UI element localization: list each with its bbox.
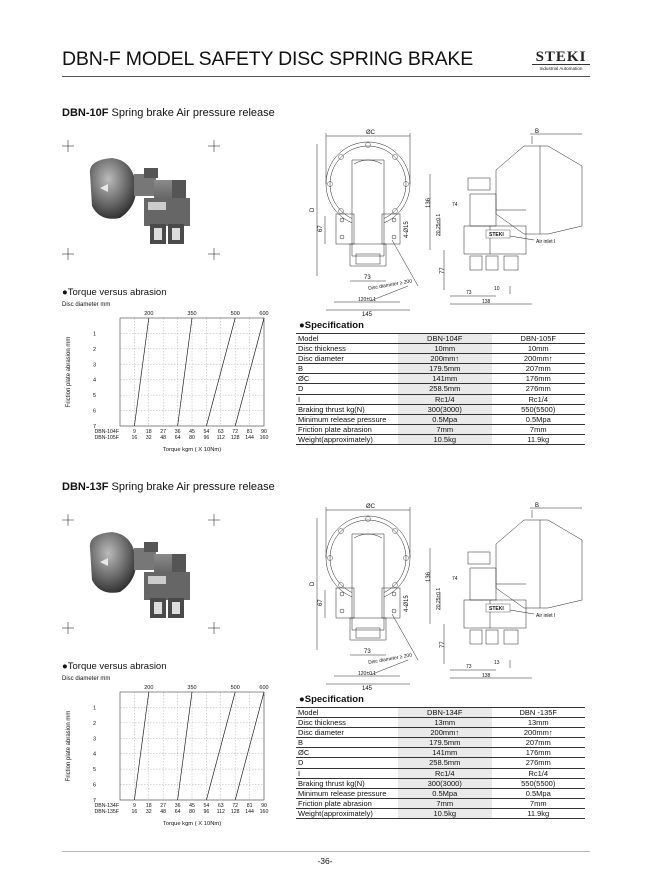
x-tick-label: 36 bbox=[174, 803, 181, 809]
spec-label: Disc diameter bbox=[296, 728, 398, 738]
x-tick-label: 128 bbox=[230, 435, 240, 441]
spec-label: Braking thrust kg(N) bbox=[296, 778, 398, 788]
spec-label: D bbox=[296, 384, 398, 394]
row-label: DBN-134F bbox=[94, 803, 119, 809]
row-label: DBN-104F bbox=[94, 429, 119, 435]
dim-74: 74 bbox=[452, 576, 458, 582]
spec-value: 300(3000) bbox=[398, 404, 492, 414]
dim-145: 145 bbox=[362, 686, 373, 692]
y-axis-label: Friction plate abrasion mm bbox=[66, 336, 72, 408]
spec-value: 207mm bbox=[492, 364, 586, 374]
spec-value: 13mm bbox=[398, 718, 492, 728]
spec-value: 7mm bbox=[398, 424, 492, 434]
brake-photo bbox=[60, 136, 222, 264]
spec-label: Disc thickness bbox=[296, 718, 398, 728]
spec-label: Weight(approximately) bbox=[296, 434, 398, 444]
dim-67: 67 bbox=[318, 599, 324, 606]
logo-brand: STEKI bbox=[535, 49, 587, 65]
spec-value: 10.5kg bbox=[398, 434, 492, 444]
dim-d: D bbox=[310, 207, 316, 212]
spec-value: 176mm bbox=[492, 748, 586, 758]
air-inlet-label: Air inlet I bbox=[536, 613, 556, 619]
top-tick-label: 600 bbox=[259, 311, 269, 317]
page-title: DBN-F MODEL SAFETY DISC SPRING BRAKE bbox=[62, 48, 474, 70]
x-axis-label: Torque kgm ( X 10Nm) bbox=[162, 821, 222, 827]
x-tick-label: 160 bbox=[259, 809, 269, 815]
spec-header-row bbox=[296, 708, 585, 718]
spec-value: DBN-105F bbox=[492, 334, 586, 344]
top-tick-label: 350 bbox=[187, 311, 197, 317]
spec-label: ØC bbox=[296, 374, 398, 384]
x-tick-label: 27 bbox=[160, 429, 167, 435]
section-subtitle: Spring brake Air pressure release bbox=[111, 107, 275, 119]
x-tick-label: 72 bbox=[232, 429, 239, 435]
y-tick-label: 3 bbox=[92, 362, 96, 369]
dim-b: B bbox=[535, 503, 540, 509]
dim-136: 136 bbox=[426, 197, 432, 208]
dim-d: D bbox=[310, 581, 316, 586]
spec-row bbox=[296, 808, 585, 818]
spec-value: DBN -135F bbox=[492, 708, 586, 718]
dim-120: 120±0.1 bbox=[358, 297, 377, 303]
spec-row bbox=[296, 738, 585, 748]
spec-value: 200mm↑ bbox=[398, 354, 492, 364]
spec-value: DBN-104F bbox=[398, 334, 492, 344]
bullet-icon: ● bbox=[62, 287, 68, 298]
spec-row bbox=[296, 788, 585, 798]
top-tick-label: 500 bbox=[230, 685, 240, 691]
spec-row bbox=[296, 758, 585, 768]
spec-label: Friction plate abrasion bbox=[296, 424, 398, 434]
dimension-drawing bbox=[300, 126, 600, 336]
x-tick-label: 90 bbox=[261, 803, 267, 809]
spec-row bbox=[296, 728, 585, 738]
logo-subtitle: Industrial Automation bbox=[532, 64, 590, 72]
dim-73b: 73 bbox=[466, 290, 472, 296]
spec-title-text: Specification bbox=[304, 694, 364, 705]
dim-138: 138 bbox=[482, 299, 491, 305]
spec-value: 258.5mm bbox=[398, 758, 492, 768]
x-tick-label: 81 bbox=[246, 803, 253, 809]
y-tick-label: 1 bbox=[92, 705, 96, 712]
spec-value: 10mm bbox=[398, 344, 492, 354]
y-tick-label: 1 bbox=[92, 331, 96, 338]
x-tick-label: 64 bbox=[174, 435, 181, 441]
x-tick-label: 18 bbox=[145, 429, 152, 435]
dim-b: B bbox=[535, 129, 540, 135]
y-tick-label: 5 bbox=[92, 393, 96, 400]
spec-value: 550(5500) bbox=[492, 404, 586, 414]
x-axis-label: Torque kgm ( X 10Nm) bbox=[162, 447, 222, 453]
x-tick-label: 48 bbox=[160, 435, 167, 441]
dim-77: 77 bbox=[440, 641, 446, 648]
spec-row bbox=[296, 344, 585, 354]
spec-row bbox=[296, 778, 585, 788]
section-dbn-13f bbox=[0, 374, 650, 827]
section-title bbox=[62, 481, 275, 493]
spec-value: 300(3000) bbox=[398, 778, 492, 788]
spec-value: 276mm bbox=[492, 384, 586, 394]
spec-title-text: Specification bbox=[304, 320, 364, 331]
y-tick-label: 2 bbox=[92, 346, 96, 353]
dimension-drawing bbox=[300, 500, 600, 710]
x-tick-label: 63 bbox=[217, 429, 224, 435]
spec-value: 11.9kg bbox=[492, 808, 586, 818]
spec-value: 176mm bbox=[492, 374, 586, 384]
y-tick-label: 7 bbox=[92, 424, 96, 430]
top-tick-label: 200 bbox=[144, 685, 154, 691]
spec-row bbox=[296, 798, 585, 808]
spec-label: Friction plate abrasion bbox=[296, 798, 398, 808]
torque-title bbox=[62, 661, 167, 672]
dim-73b: 73 bbox=[466, 664, 472, 670]
spec-label: Weight(approximately) bbox=[296, 808, 398, 818]
spec-label: Model bbox=[296, 708, 398, 718]
brake-photo bbox=[60, 510, 222, 638]
x-tick-label: 63 bbox=[217, 803, 224, 809]
y-tick-label: 6 bbox=[92, 408, 96, 415]
spec-label: I bbox=[296, 394, 398, 404]
x-tick-label: 45 bbox=[189, 803, 195, 809]
spec-label: Model bbox=[296, 334, 398, 344]
spec-value: 179.5mm bbox=[398, 738, 492, 748]
x-tick-label: 81 bbox=[246, 429, 253, 435]
x-tick-label: 144 bbox=[245, 809, 254, 815]
dim-136: 136 bbox=[426, 571, 432, 582]
spec-value: Rc1/4 bbox=[398, 394, 492, 404]
top-tick-label: 600 bbox=[259, 685, 269, 691]
spec-table bbox=[296, 707, 585, 819]
dim-oc: ØC bbox=[366, 130, 375, 136]
y-tick-label: 3 bbox=[92, 736, 96, 743]
top-tick-label: 200 bbox=[144, 311, 154, 317]
x-tick-label: 144 bbox=[245, 435, 254, 441]
y-tick-label: 6 bbox=[92, 782, 96, 789]
spec-row bbox=[296, 354, 585, 364]
dim-hole: 4-Ø15 bbox=[404, 221, 410, 238]
dim-73: 73 bbox=[364, 275, 371, 281]
spec-header-row bbox=[296, 334, 585, 344]
dim-74: 74 bbox=[452, 202, 458, 208]
dim-disc-thickness: 10 bbox=[494, 286, 500, 292]
dim-145: 145 bbox=[362, 312, 373, 318]
x-tick-label: 27 bbox=[160, 803, 167, 809]
x-tick-label: 112 bbox=[216, 809, 225, 815]
x-tick-label: 36 bbox=[174, 429, 181, 435]
bullet-icon: ● bbox=[62, 661, 68, 672]
spec-value: 258.5mm bbox=[398, 384, 492, 394]
torque-title bbox=[62, 287, 167, 298]
section-title bbox=[62, 107, 275, 119]
page-number: -36- bbox=[317, 856, 333, 866]
spec-value: 13mm bbox=[492, 718, 586, 728]
spec-title bbox=[299, 320, 364, 331]
x-tick-label: 48 bbox=[160, 809, 167, 815]
spec-row bbox=[296, 718, 585, 728]
spec-row bbox=[296, 748, 585, 758]
nameplate-label: STEKI bbox=[489, 606, 504, 612]
dim-73: 73 bbox=[364, 649, 371, 655]
spec-row bbox=[296, 768, 585, 778]
x-tick-label: 112 bbox=[216, 435, 225, 441]
top-tick-label: 350 bbox=[187, 685, 197, 691]
x-tick-label: 32 bbox=[145, 809, 152, 815]
spec-value: DBN-134F bbox=[398, 708, 492, 718]
y-axis-label: Friction plate abrasion mm bbox=[66, 710, 72, 782]
torque-chart bbox=[62, 680, 272, 830]
series-line-200 bbox=[134, 692, 148, 800]
bullet-icon: ● bbox=[299, 320, 305, 331]
spec-label: B bbox=[296, 364, 398, 374]
spec-value: 207mm bbox=[492, 738, 586, 748]
torque-title-text: Torque versus abrasion bbox=[67, 287, 167, 298]
spec-value: 141mm bbox=[398, 748, 492, 758]
spec-value: 10mm bbox=[492, 344, 586, 354]
dim-hole: 4-Ø15 bbox=[404, 595, 410, 612]
spec-value: 0.5Mpa bbox=[398, 414, 492, 424]
disc-diameter-label: Disc diameter mm bbox=[62, 676, 111, 682]
model-name: DBN-13F bbox=[62, 481, 109, 493]
disc-diameter-note: Disc diameter ≥ 200 bbox=[367, 278, 413, 293]
spec-value: 200mm↑ bbox=[492, 354, 586, 364]
x-tick-label: 64 bbox=[174, 809, 181, 815]
dim-20: 20.25±0.1 bbox=[436, 213, 442, 236]
x-tick-label: 9 bbox=[132, 429, 136, 435]
dim-oc: ØC bbox=[366, 504, 375, 510]
y-tick-label: 7 bbox=[92, 798, 96, 804]
spec-label: ØC bbox=[296, 748, 398, 758]
row-label: DBN-105F bbox=[94, 435, 119, 441]
spec-value: 141mm bbox=[398, 374, 492, 384]
x-tick-label: 72 bbox=[232, 803, 239, 809]
x-tick-label: 80 bbox=[189, 809, 195, 815]
spec-value: 7mm bbox=[398, 798, 492, 808]
y-tick-label: 4 bbox=[92, 377, 96, 384]
spec-value: Rc1/4 bbox=[398, 768, 492, 778]
dim-77: 77 bbox=[440, 267, 446, 274]
spec-row bbox=[296, 364, 585, 374]
y-tick-label: 2 bbox=[92, 720, 96, 727]
x-tick-label: 80 bbox=[189, 435, 195, 441]
spec-label: Braking thrust kg(N) bbox=[296, 404, 398, 414]
dim-20: 20.25±0.1 bbox=[436, 587, 442, 610]
spec-title bbox=[299, 694, 364, 705]
spec-value: Rc1/4 bbox=[492, 768, 586, 778]
spec-value: 11.9kg bbox=[492, 434, 586, 444]
dim-120: 120±0.1 bbox=[358, 671, 377, 677]
x-tick-label: 54 bbox=[203, 429, 210, 435]
x-tick-label: 90 bbox=[261, 429, 267, 435]
bullet-icon: ● bbox=[299, 694, 305, 705]
spec-value: 0.5Mpa bbox=[492, 414, 586, 424]
nameplate-label: STEKI bbox=[489, 232, 504, 238]
x-tick-label: 9 bbox=[132, 803, 136, 809]
spec-label: Minimum release pressure bbox=[296, 414, 398, 424]
disc-diameter-label: Disc diameter mm bbox=[62, 302, 111, 308]
spec-value: 10.5kg bbox=[398, 808, 492, 818]
spec-value: 200mm↑ bbox=[492, 728, 586, 738]
model-name: DBN-10F bbox=[62, 107, 109, 119]
x-tick-label: 32 bbox=[145, 435, 152, 441]
spec-value: 0.5Mpa bbox=[398, 788, 492, 798]
x-tick-label: 128 bbox=[230, 809, 240, 815]
dim-138: 138 bbox=[482, 673, 491, 679]
x-tick-label: 45 bbox=[189, 429, 195, 435]
spec-value: 179.5mm bbox=[398, 364, 492, 374]
x-tick-label: 16 bbox=[131, 809, 138, 815]
spec-value: 7mm bbox=[492, 424, 586, 434]
spec-label: Disc diameter bbox=[296, 354, 398, 364]
footer-divider bbox=[62, 851, 590, 852]
top-tick-label: 500 bbox=[230, 311, 240, 317]
spec-label: I bbox=[296, 768, 398, 778]
x-tick-label: 160 bbox=[259, 435, 269, 441]
x-tick-label: 18 bbox=[145, 803, 152, 809]
dim-disc-thickness: 13 bbox=[494, 660, 500, 666]
spec-value: 276mm bbox=[492, 758, 586, 768]
air-inlet-label: Air inlet I bbox=[536, 239, 556, 245]
x-tick-label: 96 bbox=[203, 809, 210, 815]
x-tick-label: 54 bbox=[203, 803, 210, 809]
dim-67: 67 bbox=[318, 225, 324, 232]
series-line-350 bbox=[178, 692, 192, 800]
spec-label: B bbox=[296, 738, 398, 748]
spec-label: D bbox=[296, 758, 398, 768]
spec-value: 200mm↑ bbox=[398, 728, 492, 738]
spec-value: 550(5500) bbox=[492, 778, 586, 788]
disc-diameter-note: Disc diameter ≥ 200 bbox=[367, 652, 413, 667]
section-subtitle: Spring brake Air pressure release bbox=[111, 481, 275, 493]
y-tick-label: 4 bbox=[92, 751, 96, 758]
spec-value: Rc1/4 bbox=[492, 394, 586, 404]
x-tick-label: 96 bbox=[203, 435, 210, 441]
spec-label: Disc thickness bbox=[296, 344, 398, 354]
spec-value: 0.5Mpa bbox=[492, 788, 586, 798]
y-tick-label: 5 bbox=[92, 767, 96, 774]
spec-label: Minimum release pressure bbox=[296, 788, 398, 798]
row-label: DBN-135F bbox=[94, 809, 119, 815]
torque-title-text: Torque versus abrasion bbox=[67, 661, 167, 672]
spec-value: 7mm bbox=[492, 798, 586, 808]
x-tick-label: 16 bbox=[131, 435, 138, 441]
